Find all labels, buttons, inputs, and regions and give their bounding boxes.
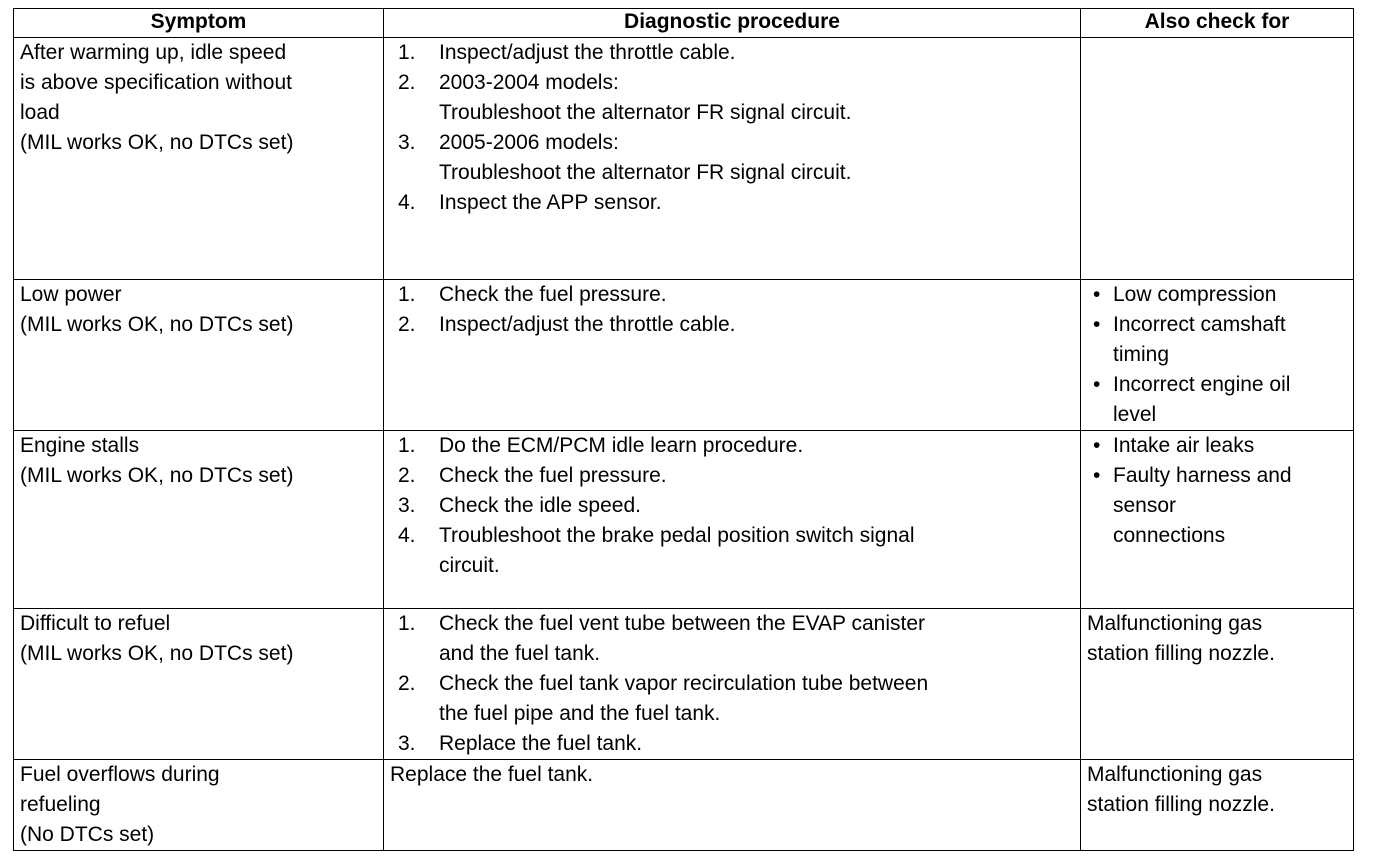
check-text: level: [1113, 403, 1157, 426]
step-text: Troubleshoot the alternator FR signal circuit.: [439, 161, 852, 184]
bullet-icon: •: [1093, 464, 1101, 487]
procedure-steps: [390, 38, 1074, 218]
step-number: 2.: [398, 313, 416, 336]
step-text: 2003-2004 models:: [439, 71, 619, 94]
header-also-check: Also check for: [1081, 9, 1354, 38]
bullet-icon: •: [1093, 373, 1101, 396]
check-text: Faulty harness and: [1113, 464, 1292, 487]
procedure-step: [390, 188, 1074, 218]
table-row: [14, 760, 1354, 851]
also-check-text: station filling nozzle.: [1087, 642, 1275, 665]
symptom-line: Difficult to refuel: [20, 612, 171, 635]
table-row: [14, 431, 1354, 609]
step-text: Inspect the APP sensor.: [439, 191, 662, 214]
check-text: sensor: [1113, 494, 1177, 517]
symptom-line: Engine stalls: [20, 434, 140, 457]
check-text: timing: [1113, 343, 1170, 366]
step-number: 3.: [398, 732, 416, 755]
procedure-step: [390, 609, 1074, 669]
also-check-text: Malfunctioning gas: [1087, 612, 1263, 635]
also-check-text: station filling nozzle.: [1087, 793, 1275, 816]
step-text: Replace the fuel tank.: [439, 732, 643, 755]
check-list: [1087, 280, 1347, 430]
symptom-line: (MIL works OK, no DTCs set): [20, 131, 294, 154]
symptom-line: (MIL works OK, no DTCs set): [20, 642, 294, 665]
procedure-step: [390, 491, 1074, 521]
step-text: Check the fuel pressure.: [439, 283, 667, 306]
procedure-cell: [384, 431, 1081, 609]
step-text: Check the idle speed.: [439, 494, 641, 517]
symptom-cell: [14, 431, 384, 609]
symptom-line: Fuel overflows during: [20, 763, 220, 786]
procedure-step: [390, 521, 1074, 581]
symptom-cell: [14, 760, 384, 851]
symptom-line: (MIL works OK, no DTCs set): [20, 313, 294, 336]
step-text: Troubleshoot the alternator FR signal circuit.: [439, 101, 852, 124]
step-number: 1.: [398, 612, 416, 635]
procedure-cell: [384, 38, 1081, 280]
troubleshooting-table: [13, 8, 1354, 851]
procedure-step: [390, 669, 1074, 729]
symptom-line: is above specification without: [20, 71, 292, 94]
step-text: Check the fuel vent tube between the EVAP canister: [439, 612, 926, 635]
bullet-icon: •: [1093, 283, 1101, 306]
step-number: 3.: [398, 131, 416, 154]
step-number: 2.: [398, 71, 416, 94]
step-text: 2005-2006 models:: [439, 131, 619, 154]
procedure-step: [390, 38, 1074, 68]
check-item: [1087, 461, 1347, 551]
step-number: 2.: [398, 672, 416, 695]
step-text: Inspect/adjust the throttle cable.: [439, 313, 736, 336]
step-text: Inspect/adjust the throttle cable.: [439, 41, 736, 64]
procedure-step: [390, 128, 1074, 188]
also-check-cell: [1081, 431, 1354, 609]
step-text: Do the ECM/PCM idle learn procedure.: [439, 434, 804, 457]
symptom-cell: [14, 609, 384, 760]
step-number: 1.: [398, 41, 416, 64]
procedure-text: Replace the fuel tank.: [390, 763, 594, 786]
check-text: Incorrect camshaft: [1113, 313, 1286, 336]
check-item: [1087, 431, 1347, 461]
also-check-cell: [1081, 280, 1354, 431]
step-number: 1.: [398, 283, 416, 306]
procedure-steps: [390, 609, 1074, 759]
step-text: Check the fuel pressure.: [439, 464, 667, 487]
table-row: [14, 38, 1354, 280]
step-number: 2.: [398, 464, 416, 487]
table-row: [14, 280, 1354, 431]
procedure-step: [390, 280, 1074, 310]
check-list: [1087, 431, 1347, 551]
step-number: 3.: [398, 494, 416, 517]
check-text: Intake air leaks: [1113, 434, 1255, 457]
procedure-cell: [384, 760, 1081, 851]
header-row: [14, 9, 1354, 38]
procedure-step: [390, 310, 1074, 340]
step-number: 1.: [398, 434, 416, 457]
check-text: Low compression: [1113, 283, 1277, 306]
step-text: and the fuel tank.: [439, 642, 601, 665]
symptom-cell: [14, 38, 384, 280]
step-number: 4.: [398, 191, 416, 214]
also-check-cell: [1081, 609, 1354, 760]
bullet-icon: •: [1093, 434, 1101, 457]
also-check-text: Malfunctioning gas: [1087, 763, 1263, 786]
check-text: connections: [1113, 524, 1226, 547]
symptom-line: refueling: [20, 793, 101, 816]
check-item: [1087, 310, 1347, 370]
header-symptom: Symptom: [14, 9, 384, 38]
header-procedure: Diagnostic procedure: [384, 9, 1081, 38]
symptom-line: (No DTCs set): [20, 823, 155, 846]
step-text: the fuel pipe and the fuel tank.: [439, 702, 721, 725]
step-text: circuit.: [439, 554, 500, 577]
also-check-cell: [1081, 760, 1354, 851]
procedure-step: [390, 431, 1074, 461]
procedure-step: [390, 729, 1074, 759]
symptom-cell: [14, 280, 384, 431]
procedure-cell: [384, 280, 1081, 431]
symptom-line: load: [20, 101, 60, 124]
table-row: [14, 609, 1354, 760]
procedure-step: [390, 461, 1074, 491]
step-number: 4.: [398, 524, 416, 547]
symptom-line: Low power: [20, 283, 122, 306]
step-text: Troubleshoot the brake pedal position switch signal: [439, 524, 915, 547]
symptom-line: After warming up, idle speed: [20, 41, 287, 64]
procedure-steps: [390, 280, 1074, 340]
also-check-cell: [1081, 38, 1354, 280]
check-text: Incorrect engine oil: [1113, 373, 1291, 396]
procedure-step: [390, 68, 1074, 128]
step-text: Check the fuel tank vapor recirculation tube between: [439, 672, 929, 695]
check-item: [1087, 370, 1347, 430]
procedure-cell: [384, 609, 1081, 760]
check-item: [1087, 280, 1347, 310]
symptom-line: (MIL works OK, no DTCs set): [20, 464, 294, 487]
procedure-steps: [390, 431, 1074, 581]
bullet-icon: •: [1093, 313, 1101, 336]
